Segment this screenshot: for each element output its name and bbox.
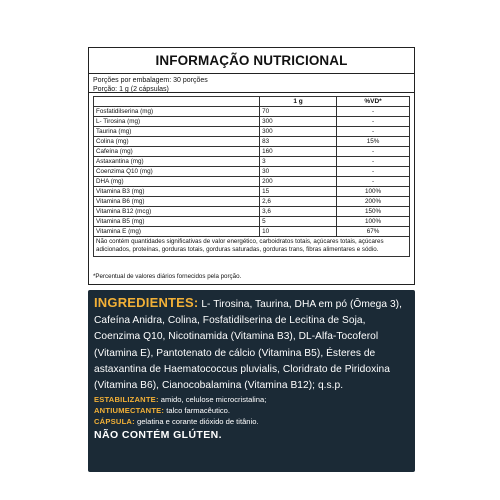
nutrient-amount: 70 — [260, 107, 337, 117]
nutrient-amount: 3 — [260, 157, 337, 167]
nutrient-daily-value: 100% — [364, 217, 382, 225]
capsule-label: CÁPSULA: — [94, 417, 135, 427]
table-row — [94, 157, 410, 167]
nutrient-amount: 5 — [260, 217, 337, 227]
table-row — [94, 197, 410, 207]
nutrition-title: INFORMAÇÃO NUTRICIONAL — [89, 48, 414, 74]
anticaking-text: talco farmacêutico. — [166, 406, 231, 416]
stabilizer-line — [94, 394, 409, 405]
serving-size: Porção: 1 g (2 cápsulas) — [93, 86, 169, 93]
ingredients-paragraph — [94, 295, 409, 394]
anticaking-line — [94, 405, 409, 416]
nutrient-name: Vitamina E (mg) — [94, 227, 260, 237]
ingredients-panel — [88, 290, 415, 472]
nutrient-daily-value-cell — [337, 197, 410, 207]
table-row — [94, 177, 410, 187]
servings-per-package: Porções por embalagem: 30 porções — [93, 77, 208, 84]
ingredients-list: L- Tirosina, Taurina, DHA em pó (Ômega 3), Cafeína Anidra, Colina, Fosfatidilserina de Lecitina de Soja, Coenzima Q10, Nicotinamida (Vitamina B3), DL-Alfa-Tocoferol (Vitamina E), Pantotenato de cálcio (Vitamina B5), Ésteres de astaxantina de Haematococcus pluvialis, Cloridrato de Piridoxina (Vitamina B6), Cianocobalamina (Vitamina B12); q.s.p. — [94, 299, 402, 392]
nutrient-daily-value-cell — [337, 137, 410, 147]
nutrient-daily-value: 150% — [364, 207, 382, 215]
table-row — [94, 227, 410, 237]
nutrient-name: Vitamina B3 (mg) — [94, 187, 260, 197]
table-row — [94, 127, 410, 137]
nutrition-note: Não contém quantidades significativas de valor energético, carboidratos totais, açúcares totais, açúcares adicionados, proteínas, gorduras totais, gorduras saturadas, gorduras trans, fibras alimentares e sódio. — [94, 237, 410, 257]
table-row — [94, 167, 410, 177]
gluten-warning: NÃO CONTÉM GLÚTEN. — [94, 429, 222, 442]
nutrient-daily-value-cell — [337, 207, 410, 217]
header-daily-value: %VD* — [337, 97, 410, 107]
nutrient-name: Astaxantina (mg) — [94, 157, 260, 167]
nutrient-daily-value: - — [371, 107, 375, 115]
nutrient-amount: 160 — [260, 147, 337, 157]
anticaking-label: ANTIUMECTANTE: — [94, 406, 165, 416]
nutrient-daily-value: - — [371, 157, 375, 165]
nutrition-facts-panel — [88, 47, 415, 285]
nutrition-table — [93, 96, 410, 257]
table-row — [94, 137, 410, 147]
nutrient-name: Vitamina B6 (mg) — [94, 197, 260, 207]
stabilizer-label: ESTABILIZANTE: — [94, 395, 159, 405]
nutrient-amount: 10 — [260, 227, 337, 237]
table-row — [94, 187, 410, 197]
nutrient-amount: 300 — [260, 117, 337, 127]
nutrient-name: Vitamina B5 (mg) — [94, 217, 260, 227]
nutrient-daily-value: - — [371, 177, 375, 185]
nutrient-daily-value: 15% — [366, 137, 380, 145]
nutrient-daily-value: 67% — [366, 227, 380, 235]
nutrient-daily-value-cell — [337, 167, 410, 177]
table-row — [94, 117, 410, 127]
nutrition-rows — [94, 107, 410, 237]
table-row — [94, 207, 410, 217]
nutrient-daily-value-cell — [337, 157, 410, 167]
nutrient-daily-value-cell — [337, 107, 410, 117]
nutrient-amount: 15 — [260, 187, 337, 197]
table-header-row — [94, 97, 410, 107]
nutrient-name: DHA (mg) — [94, 177, 260, 187]
nutrient-daily-value-cell — [337, 187, 410, 197]
nutrient-name: Taurina (mg) — [94, 127, 260, 137]
nutrient-amount: 3,6 — [260, 207, 337, 217]
nutrient-daily-value: 200% — [364, 197, 382, 205]
serving-info — [89, 74, 414, 93]
capsule-line — [94, 416, 409, 427]
nutrient-name: Cafeína (mg) — [94, 147, 260, 157]
nutrient-daily-value-cell — [337, 147, 410, 157]
nutrient-daily-value-cell — [337, 117, 410, 127]
nutrient-daily-value-cell — [337, 177, 410, 187]
nutrition-footnote: *Percentual de valores diários fornecidos pela porção. — [93, 273, 242, 280]
nutrient-amount: 300 — [260, 127, 337, 137]
nutrient-amount: 30 — [260, 167, 337, 177]
stabilizer-text: amido, celulose microcristalina; — [160, 395, 267, 405]
capsule-text: gelatina e corante dióxido de titânio. — [136, 417, 259, 427]
nutrient-daily-value: - — [371, 127, 375, 135]
nutrient-name: Vitamina B12 (mcg) — [94, 207, 260, 217]
nutrient-name: L- Tirosina (mg) — [94, 117, 260, 127]
header-amount: 1 g — [260, 97, 337, 107]
nutrient-daily-value: - — [371, 147, 375, 155]
ingredients-heading: INGREDIENTES: — [94, 295, 199, 310]
nutrition-note-row — [94, 237, 410, 257]
nutrient-name: Coenzima Q10 (mg) — [94, 167, 260, 177]
header-nutrient — [94, 97, 260, 107]
table-row — [94, 107, 410, 117]
nutrient-daily-value-cell — [337, 217, 410, 227]
nutrient-daily-value: 100% — [364, 187, 382, 195]
nutrient-amount: 83 — [260, 137, 337, 147]
nutrient-name: Colina (mg) — [94, 137, 260, 147]
table-row — [94, 217, 410, 227]
nutrient-daily-value: - — [371, 167, 375, 175]
nutrient-amount: 200 — [260, 177, 337, 187]
nutrient-name: Fosfatidilserina (mg) — [94, 107, 260, 117]
table-row — [94, 147, 410, 157]
nutrient-amount: 2,6 — [260, 197, 337, 207]
nutrient-daily-value-cell — [337, 127, 410, 137]
nutrient-daily-value: - — [371, 117, 375, 125]
nutrient-daily-value-cell — [337, 227, 410, 237]
